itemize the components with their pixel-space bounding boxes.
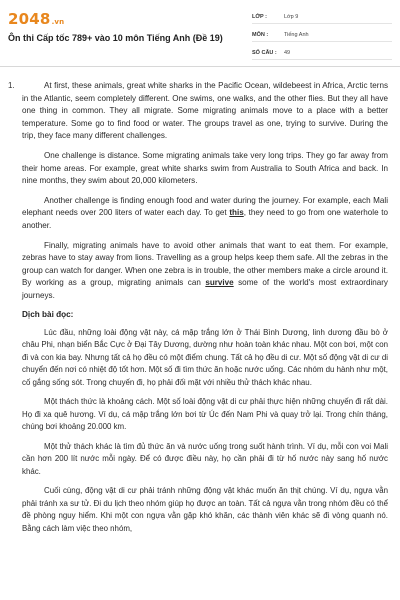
site-logo[interactable] [8, 10, 64, 28]
meta-row-count [252, 46, 392, 60]
meta-value: Tiếng Anh [284, 31, 309, 38]
text-segment: some of the world's most extraordinary journeys. [22, 278, 388, 300]
question-number: 1. [8, 81, 15, 90]
translation-paragraph-3: Một thử thách khác là tìm đủ thức ăn và nước uống trong suốt hành trình. Ví dụ, mỗi con voi Mali cần hơn 200 lít nước mỗi ngày. Để có được điều này, họ cần phải đi từ hố nước này sang hố nước khác. [22, 441, 388, 476]
page-header [0, 0, 400, 64]
underlined-word-this: this [229, 208, 244, 218]
header-divider [0, 66, 400, 67]
logo-suffix: .vn [51, 18, 65, 26]
translation-label: Dịch bài đọc: [22, 309, 74, 319]
reading-paragraph-2: One challenge is distance. Some migrating animals take very long trips. They go far away from their home areas. For example, great white sharks swim from Australia to South Africa and back. In nine months, they swim about 20,000 kilometers. [22, 150, 388, 186]
question-content [8, 80, 388, 542]
meta-value: Lớp 9 [284, 13, 299, 20]
meta-label: MÔN : [252, 31, 269, 38]
text-segment: , they need to go from one waterhole to another. [22, 208, 388, 230]
reading-paragraph-3 [22, 195, 388, 233]
meta-row-class [252, 10, 392, 24]
underlined-word-survive: survive [205, 278, 234, 288]
translation-paragraph-4: Cuối cùng, động vật di cư phải tránh những động vật khác muốn ăn thịt chúng. Ví dụ, ngựa vằn phải tránh xa sư tử. Đi du lịch theo nhóm giúp họ được an toàn. Tất cả ngựa vằn trong nhóm đều có thể đề phòng nguy hiểm. Khi một con ngựa vằn gặp khó khăn, các thành viên khác sẽ đi vòng quanh nó. Bằng cách làm việc theo nhóm, [22, 486, 388, 533]
document-title: Ôn thi Cấp tốc 789+ vào 10 môn Tiếng Anh (Đề 19) [8, 33, 223, 43]
exam-meta [252, 10, 392, 64]
translation-paragraph-1: Lúc đầu, những loài động vật này, cá mập trắng lớn ở Thái Bình Dương, linh dương đầu bò ở châu Phi, nhạn biển Bắc Cực ở Đại Tây Dương, dường như hoàn toàn khác nhau. Một con bơi, một con đi và con kia bay. Nhưng tất cả họ đều có một điểm chung. Tất cả họ đều di cư. Một số động vật di cư di chuyển đến nơi có nhiệt độ tốt hơn. Một số đi tìm thức ăn hoặc nước uống. Các nhóm du hành như một, cố gắng sống sót. Trong chuyến đi, họ phải đối mặt với nhiều thử thách khác nhau. [22, 327, 388, 387]
meta-row-subject [252, 28, 392, 42]
reading-paragraph-4 [22, 240, 388, 303]
logo-main: 2048 [8, 10, 51, 28]
reading-paragraph-1: At first, these animals, great white sharks in the Pacific Ocean, wildebeest in Africa, Arctic terns in the Atlantic, seem completely different. One swims, one walks, and the other flies. But they all have one thing in common. They all migrate. Some migrating animals move to a place with a better temperature. Some go to find food or water. The groups travel as one, trying to survive. During the trip, they face many different challenges. [22, 81, 388, 141]
meta-label: LỚP : [252, 13, 267, 20]
meta-label: SỐ CÂU : [252, 49, 277, 56]
meta-value: 49 [284, 49, 291, 56]
text-segment: Finally, migrating animals have to avoid other animals that want to eat them. For example, zebras have to stay away from lions. Travelling as a group helps keep them safe. All the zebras in the group can watch for danger. When one zebra is in trouble, the other members make a circle around it. By working as a group, migrating animals can [22, 240, 388, 288]
translation-paragraph-2: Một thách thức là khoảng cách. Một số loài động vật di cư phải thực hiện những chuyến đi rất dài. Họ đi xa quê hương. Ví dụ, cá mập trắng lớn bơi từ Úc đến Nam Phi và quay trở lại. Trong chín tháng, chúng bơi khoảng 20.000 km. [22, 397, 388, 431]
text-segment: Another challenge is finding enough food and water during the journey. For example, each Mali elephant needs over 200 liters of water each day. To get [22, 195, 388, 218]
